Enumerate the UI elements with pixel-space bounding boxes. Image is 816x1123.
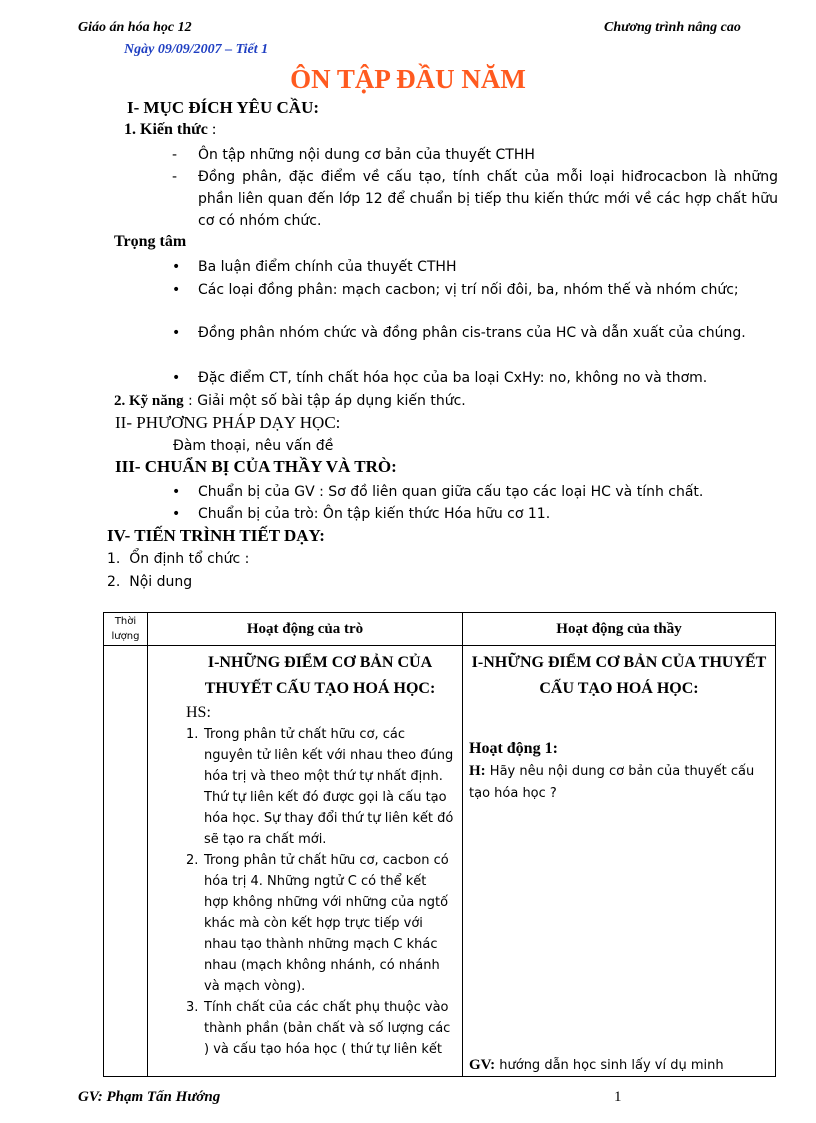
list-item: 3. Tính chất của các chất phụ thuộc vào thành phần (bản chất và số lượng các ) và cấu tạo hóa học ( thứ tự liên kết (186, 1000, 451, 1057)
time-cell (104, 646, 148, 1077)
focus-item: • Các loại đồng phân: mạch cacbon; vị trí nối đôi, ba, nhóm thế và nhóm chức; (172, 282, 739, 298)
prep-item: • Chuẩn bị của GV : Sơ đồ liên quan giữa cấu tạo các loại HC và tính chất. (172, 484, 704, 500)
teacher-question: H: Hãy nêu nội dung cơ bản của thuyết cấu tạo hóa học ? (469, 763, 755, 801)
knowledge-item: - Ôn tập những nội dung cơ bản của thuyết CTHH (172, 147, 535, 163)
focus-item: • Ba luận điểm chính của thuyết CTHH (172, 259, 457, 275)
page-title: ÔN TẬP ĐẦU NĂM (290, 64, 526, 94)
footer-teacher: GV: Phạm Tấn Hướng (78, 1089, 221, 1105)
header-right: Chương trình nâng cao (604, 20, 741, 35)
activity-label: Hoạt động 1: (469, 740, 558, 757)
student-points (186, 724, 454, 1060)
teacher-section-title: I-NHỮNG ĐIỂM CƠ BẢN CỦA THUYẾT CẤU TẠO HOÁ HỌC: (471, 654, 767, 697)
focus-item: • Đồng phân nhóm chức và đồng phân cis-trans của HC và dẫn xuất của chúng. (172, 325, 746, 341)
section-4-heading: IV- TIẾN TRÌNH TIẾT DẠY: (107, 526, 325, 545)
section-3-heading: III- CHUẨN BỊ CỦA THẦY VÀ TRÒ: (115, 457, 397, 476)
step-item: 2. Nội dung (107, 574, 193, 590)
section-1-heading: I- MỤC ĐÍCH YÊU CẦU: (127, 98, 320, 117)
skills-line: 2. Kỹ năng : Giải một số bài tập áp dụng kiến thức. (114, 393, 466, 409)
step-item: 1. Ổn định tổ chức : (107, 551, 250, 567)
header-time: Thời lượng (104, 613, 148, 646)
header-left: Giáo án hóa học 12 (78, 20, 192, 35)
method-text: Đàm thoại, nêu vấn đề (173, 438, 334, 454)
focus-heading: Trọng tâm (114, 233, 187, 250)
date-line: Ngày 09/09/2007 – Tiết 1 (124, 42, 269, 57)
focus-item: • Đặc điểm CT, tính chất hóa học của ba loại CxHy: no, không no và thơm. (172, 370, 708, 386)
student-cell (148, 646, 463, 1077)
student-section-title: I-NHỮNG ĐIỂM CƠ BẢN CỦA THUYẾT CẤU TẠO HOÁ HỌC: (204, 654, 436, 697)
knowledge-item: - Đồng phân, đặc điểm về cấu tạo, tính chất của mỗi loại hiđrocacbon là những phần liên quan đến lớp 12 để chuẩn bị tiếp thu kiến thức mới về các hợp chất hữu cơ có nhóm chức. (172, 169, 778, 229)
list-item: 2. Trong phân tử chất hữu cơ, cacbon có hóa trị 4. Những ngtử C có thể kết hợp không những với những của ngtố khác mà còn kết hợp trực tiếp với nhau tạo thành những mạch C khác nhau (mạch không nhánh, có nhánh và mạch vòng). (186, 853, 449, 994)
list-item: 1. Trong phân tử chất hữu cơ, các nguyên tử liên kết với nhau theo đúng hóa trị và theo một thứ tự nhất định. Thứ tự liên kết đó được gọi là cấu tạo hóa học. Sự thay đổi thứ tự liên kết đó sẽ tạo ra chất mới. (186, 727, 454, 847)
prep-item: • Chuẩn bị của trò: Ôn tập kiến thức Hóa hữu cơ 11. (172, 506, 551, 522)
hs-label: HS: (186, 704, 211, 721)
teacher-cell (463, 646, 776, 1077)
header-teacher: Hoạt động của thầy (463, 613, 776, 646)
teacher-guidance: GV: hướng dẫn học sinh lấy ví dụ minh (469, 1057, 724, 1073)
knowledge-heading: 1. Kiến thức : (124, 121, 217, 138)
lesson-table (103, 612, 776, 1077)
section-2-heading: II- PHƯƠNG PHÁP DẠY HỌC: (115, 413, 341, 432)
table-header-row (104, 613, 776, 646)
header-student: Hoạt động của trò (148, 613, 463, 646)
page-number: 1 (614, 1089, 622, 1105)
table-row (104, 646, 776, 1077)
